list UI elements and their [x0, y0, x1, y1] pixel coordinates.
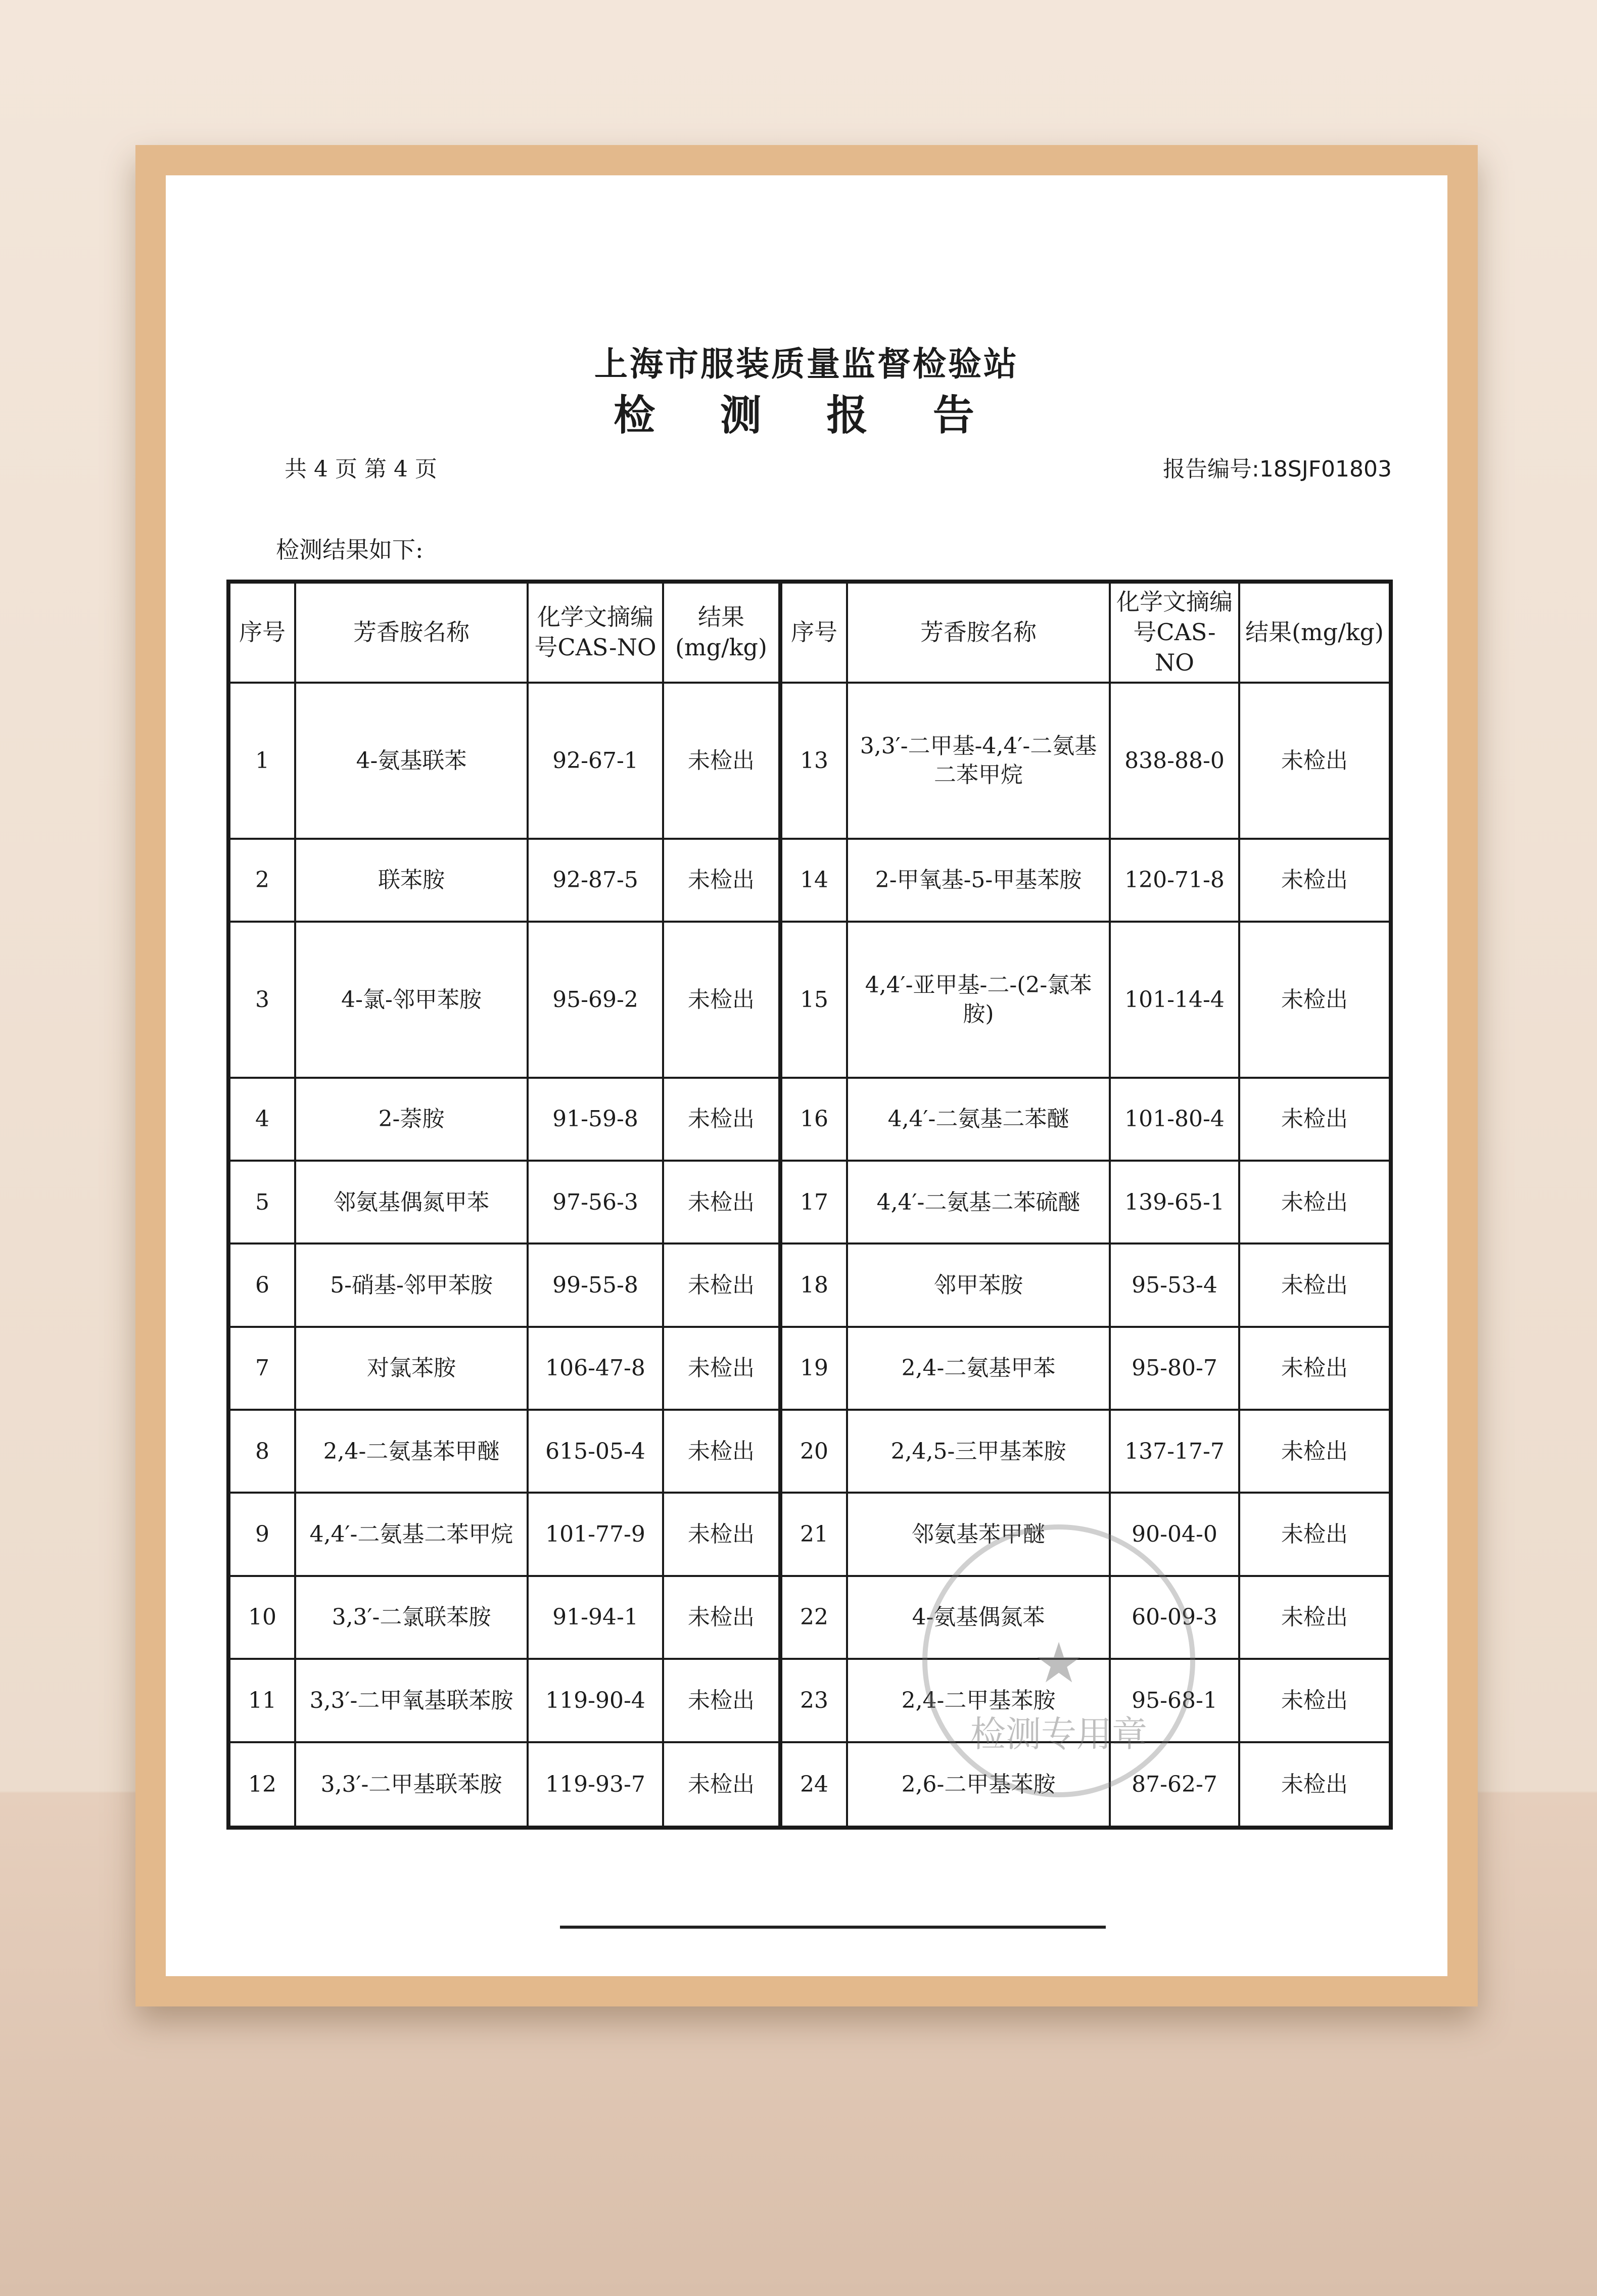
header-no: 序号: [228, 582, 295, 683]
result-value: 未检出: [1239, 1078, 1391, 1161]
table-row: [228, 1078, 1391, 1161]
header-cas: 化学文摘编号CAS-NO: [528, 582, 663, 683]
cas-number: 97-56-3: [528, 1161, 663, 1243]
table-row: [228, 922, 1391, 1078]
amine-name: 2-萘胺: [295, 1078, 528, 1161]
result-value: 未检出: [1239, 1327, 1391, 1410]
table-row: [228, 1243, 1391, 1326]
row-number: 6: [228, 1243, 295, 1326]
row-number: 12: [228, 1742, 295, 1828]
result-value: 未检出: [663, 1576, 780, 1659]
row-number: 21: [780, 1493, 847, 1575]
result-value: 未检出: [1239, 1493, 1391, 1575]
cas-number: 119-93-7: [528, 1742, 663, 1828]
cas-number: 92-67-1: [528, 683, 663, 839]
row-number: 22: [780, 1576, 847, 1659]
amine-name: 联苯胺: [295, 839, 528, 922]
report-paper: [166, 175, 1447, 1976]
result-value: 未检出: [663, 1493, 780, 1575]
result-value: 未检出: [1239, 1161, 1391, 1243]
cas-number: 87-62-7: [1110, 1742, 1239, 1828]
header-result: 结果(mg/kg): [663, 582, 780, 683]
cas-number: 60-09-3: [1110, 1576, 1239, 1659]
amine-name: 3,3′-二甲氧基联苯胺: [295, 1659, 528, 1742]
row-number: 23: [780, 1659, 847, 1742]
cas-number: 101-14-4: [1110, 922, 1239, 1078]
amine-name: 4,4′-二氨基二苯醚: [847, 1078, 1110, 1161]
table-row: [228, 1576, 1391, 1659]
table-row: [228, 1327, 1391, 1410]
result-value: 未检出: [663, 839, 780, 922]
report-number: 报告编号:18SJF01803: [1163, 456, 1392, 482]
row-number: 11: [228, 1659, 295, 1742]
header-name: 芳香胺名称: [847, 582, 1110, 683]
row-number: 20: [780, 1410, 847, 1493]
organization-title: 上海市服装质量监督检验站: [594, 345, 1019, 384]
row-number: 14: [780, 839, 847, 922]
result-value: 未检出: [1239, 1576, 1391, 1659]
amine-name: 4-氯-邻甲苯胺: [295, 922, 528, 1078]
result-value: 未检出: [663, 1327, 780, 1410]
cas-number: 95-69-2: [528, 922, 663, 1078]
cas-number: 101-80-4: [1110, 1078, 1239, 1161]
amine-name: 4,4′-二氨基二苯甲烷: [295, 1493, 528, 1575]
amine-name: 邻甲苯胺: [847, 1243, 1110, 1326]
result-value: 未检出: [663, 683, 780, 839]
row-number: 5: [228, 1161, 295, 1243]
cas-number: 838-88-0: [1110, 683, 1239, 839]
table-row: [228, 1742, 1391, 1828]
table-row: [228, 1659, 1391, 1742]
amine-name: 2,4-二氨基甲苯: [847, 1327, 1110, 1410]
results-table: [226, 580, 1393, 1830]
table-body: [228, 683, 1391, 1828]
row-number: 4: [228, 1078, 295, 1161]
page-info: 共 4 页 第 4 页: [285, 456, 437, 482]
amine-name: 4-氨基联苯: [295, 683, 528, 839]
result-value: 未检出: [1239, 1742, 1391, 1828]
cas-number: 91-59-8: [528, 1078, 663, 1161]
amine-name: 2,4-二氨基苯甲醚: [295, 1410, 528, 1493]
amine-name: 邻氨基苯甲醚: [847, 1493, 1110, 1575]
table-row: [228, 1410, 1391, 1493]
result-value: 未检出: [1239, 1659, 1391, 1742]
result-value: 未检出: [663, 1659, 780, 1742]
result-value: 未检出: [663, 1161, 780, 1243]
table-header-row: [228, 582, 1391, 683]
result-value: 未检出: [663, 1742, 780, 1828]
cas-number: 120-71-8: [1110, 839, 1239, 922]
amine-name: 4,4′-二氨基二苯硫醚: [847, 1161, 1110, 1243]
cas-number: 615-05-4: [528, 1410, 663, 1493]
result-value: 未检出: [1239, 839, 1391, 922]
cas-number: 91-94-1: [528, 1576, 663, 1659]
cas-number: 101-77-9: [528, 1493, 663, 1575]
table-row: [228, 1493, 1391, 1575]
cas-number: 90-04-0: [1110, 1493, 1239, 1575]
row-number: 2: [228, 839, 295, 922]
row-number: 13: [780, 683, 847, 839]
header-result: 结果(mg/kg): [1239, 582, 1391, 683]
amine-name: 3,3′-二氯联苯胺: [295, 1576, 528, 1659]
intro-text: 检测结果如下:: [276, 536, 424, 563]
row-number: 15: [780, 922, 847, 1078]
document-title: 检 测 报 告: [614, 392, 1000, 440]
cas-number: 106-47-8: [528, 1327, 663, 1410]
result-value: 未检出: [1239, 1243, 1391, 1326]
result-value: 未检出: [663, 1410, 780, 1493]
header-no: 序号: [780, 582, 847, 683]
seal-text: 检测专用章: [970, 1713, 1147, 1755]
row-number: 1: [228, 683, 295, 839]
row-number: 16: [780, 1078, 847, 1161]
cas-number: 95-80-7: [1110, 1327, 1239, 1410]
row-number: 19: [780, 1327, 847, 1410]
amine-name: 4-氨基偶氮苯: [847, 1576, 1110, 1659]
end-line: [560, 1926, 1106, 1929]
table-row: [228, 1161, 1391, 1243]
table-row: [228, 839, 1391, 922]
cas-number: 137-17-7: [1110, 1410, 1239, 1493]
amine-name: 对氯苯胺: [295, 1327, 528, 1410]
official-seal: [922, 1524, 1195, 1797]
row-number: 18: [780, 1243, 847, 1326]
header-name: 芳香胺名称: [295, 582, 528, 683]
amine-name: 4,4′-亚甲基-二-(2-氯苯胺): [847, 922, 1110, 1078]
amine-name: 2-甲氧基-5-甲基苯胺: [847, 839, 1110, 922]
cas-number: 95-53-4: [1110, 1243, 1239, 1326]
row-number: 17: [780, 1161, 847, 1243]
row-number: 24: [780, 1742, 847, 1828]
amine-name: 2,4-二甲基苯胺: [847, 1659, 1110, 1742]
result-value: 未检出: [663, 922, 780, 1078]
amine-name: 3,3′-二甲基联苯胺: [295, 1742, 528, 1828]
row-number: 7: [228, 1327, 295, 1410]
amine-name: 2,6-二甲基苯胺: [847, 1742, 1110, 1828]
result-value: 未检出: [1239, 922, 1391, 1078]
result-value: 未检出: [663, 1078, 780, 1161]
amine-name: 邻氨基偶氮甲苯: [295, 1161, 528, 1243]
cas-number: 99-55-8: [528, 1243, 663, 1326]
cas-number: 139-65-1: [1110, 1161, 1239, 1243]
star-icon: ★: [1034, 1631, 1084, 1695]
row-number: 10: [228, 1576, 295, 1659]
amine-name: 2,4,5-三甲基苯胺: [847, 1410, 1110, 1493]
cas-number: 119-90-4: [528, 1659, 663, 1742]
result-value: 未检出: [1239, 1410, 1391, 1493]
row-number: 8: [228, 1410, 295, 1493]
row-number: 9: [228, 1493, 295, 1575]
result-value: 未检出: [1239, 683, 1391, 839]
cas-number: 95-68-1: [1110, 1659, 1239, 1742]
row-number: 3: [228, 922, 295, 1078]
table-row: [228, 683, 1391, 839]
cas-number: 92-87-5: [528, 839, 663, 922]
header-cas: 化学文摘编号CAS-NO: [1110, 582, 1239, 683]
picture-frame: [135, 145, 1478, 2006]
amine-name: 5-硝基-邻甲苯胺: [295, 1243, 528, 1326]
result-value: 未检出: [663, 1243, 780, 1326]
amine-name: 3,3′-二甲基-4,4′-二氨基二苯甲烷: [847, 683, 1110, 839]
